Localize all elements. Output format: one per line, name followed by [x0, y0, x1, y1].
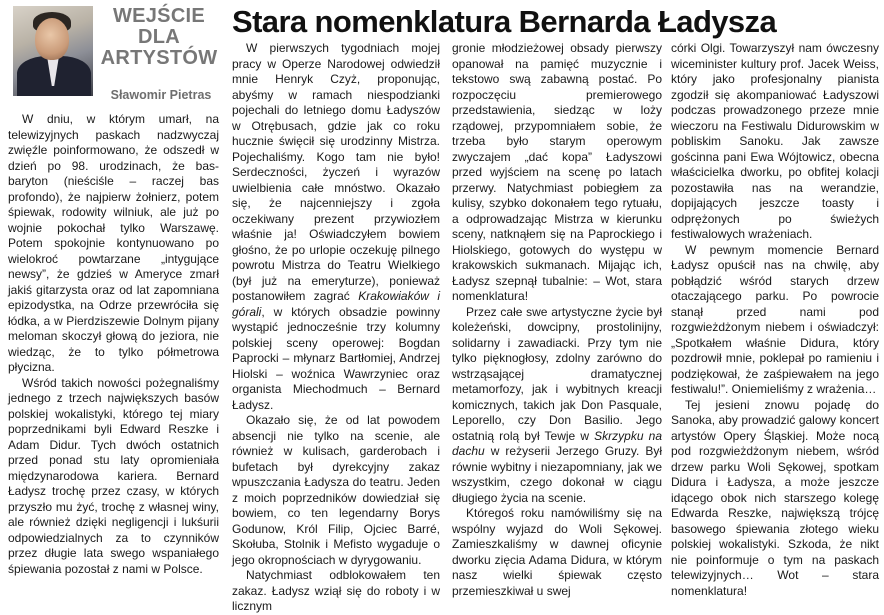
italic-title: Skrzypku na dachu [452, 428, 662, 458]
column-2 [232, 41, 440, 615]
section-line-2: DLA [137, 26, 180, 48]
author-name: Sławomir Pietras [110, 88, 212, 102]
text-run: , w których obsadzie powinny wystąpić jednocześnie trzy kolumny polskiej sceny operowej: Bogdan Paprocki – młynarz Bartłomiej, Andrzej Hiolski – woźnica Wawrzyniec oraz organista Miechodmuch – Bernard Ładysz. [232, 304, 440, 412]
paragraph: W dniu, w którym umarł, na telewizyjnych paskach nadzwyczaj zwięźle poinformowano, że odszedł w dzień po 98. urodzinach, że bas-baryton (nieściśle – raczej bas profondo), że najpierw żołnierz, potem śpiewak, rodowity wilniuk, ale już po wojnie pokochał tylko Warszawę. Potem spokojnie kontynuowano po wielokroć powtarzane „intygujące newsy”, że gdzieś w Ameryce zmarł jakiś gitarzysta oraz od lat zapomniana epizodystka, na Odrze przewróciła się łódka, a w Pierdziszewie Dolnym pijany meloman skoczył głową do jeziora, nie wiedząc, że to tylko półmetrowa płycizna. [8, 112, 219, 374]
column-1 [8, 112, 219, 577]
author-photo [13, 6, 93, 96]
text-run: w reżyserii Jerzego Gruzy. Był równie wybitny i niezapomniany, jak we wszystkim, czego dokonał w ciągu długiego życia na scenie. [452, 444, 662, 505]
paragraph: Wśród takich nowości pożegnaliśmy jednego z trzech największych basów polskiej wokalistyki, którego tej miary poprzednikami byli Edward Reszke i Adam Didur. Tych dwóch ostatnich przed ponad stu laty opromieniała międzynarodowa kariera. Bernard Ładysz trochę przez czasy, w których przyszło mu żyć, trochę z własnej winy, ale również dzięki negligencji i lukśurii odpowiedzialnych za to czynników przez długie lata swego wspaniałego śpiewania pozostał z nami w Polsce. [8, 375, 219, 576]
photo-face [35, 18, 69, 60]
column-3 [452, 41, 662, 599]
section-title [99, 6, 219, 69]
paragraph: W pewnym momencie Bernard Ładysz opuścił nas na chwilę, aby pobłądzić wśród starych drzew otaczającego parku. Po powrocie stanął przed nami pod rozgwieżdżonym niebem i oświadczył: „Spotkałem właśnie Didura, który pozdrowił mnie, poklepał po ramieniu i podziękował, że zaśpiewałem na jego festiwalu!”. Oniemieliśmy z wrażenia… [671, 242, 879, 396]
paragraph: Któregoś roku namówiliśmy się na wspólny wyjazd do Woli Sękowej. Zamieszkaliśmy w dawnej oficynie dworku zięcia Adama Didura, w którym nasz wielki śpiewak często przemieszkiwał u swej [452, 506, 662, 598]
column-4 [671, 41, 879, 599]
paragraph: Tej jesieni znowu pojadę do Sanoka, aby prowadzić galowy koncert artystów Opery Śląskiej. Może nocą pod rozgwieżdżonym niebem, wśród drzew parku Woli Sękowej, spotkam Didura i Ładysza, a może jeszcze idącego obok nich starszego kolegę Edwarda Reszke, największą trójcę basowego śpiewania złotego wieku polskiej wokalistyki. Szkoda, że nikt nie poinformuje o tym na paskach telewizyjnych… Wot – stara nomenklatura! [671, 397, 879, 598]
paragraph: Natychmiast odblokowałem ten zakaz. Ładysz wziął się do roboty i w licznym [232, 568, 440, 613]
paragraph: gronie młodzieżowej obsady pierwszy opanował na pamięć muzycznie i tekstowo swą zabawną postać. Po rozpoczęciu premierowego przedstawienia, siedząc w loży rządowej, przypomniałem sobie, że trzeba było starym operowym zwyczajem „dać kopa” Ładyszowi przed wyjściem na scenę po latach przerwy. Natychmiast pobiegłem za kulisy, szybko dokonałem tego rytuału, a odprowadzając Mistrza w kierunku sceny, natknąłem się na Paprockiego i Hiolskiego, gotowych do występu w krakowskich sukmanach. Mijając ich, Ładysz szepnął tubalnie: – Wot, stara nomenklatura! [452, 41, 662, 303]
paragraph [452, 305, 662, 507]
text-run: Przez całe swe artystyczne życie był koleżeński, dowcipny, prostolinijny, solidarny i zawadiacki. Przy tym nie tylko pięknogłosy, zdolny zarówno do wstrząsającej dramatycznej metamorfozy, jak i wybitnych kreacji komicznych, takich jak Don Pasquale, Leporello, czy Don Basilio. Jego ostatnią rolą był Tewje w [452, 304, 662, 443]
article-headline: Stara nomenklatura Bernarda Ładysza [232, 4, 777, 39]
paragraph: Okazało się, że od lat powodem absencji nie tylko na scenie, ale również w kulisach, garderobach i bufetach był dyrekcyjny zakaz wpuszczania Ładysza do teatru. Jeden z moich poprzedników dowiedział się bowiem, co ten legendarny Borys Godunow, Król Filip, Ojciec Barré, Skołuba, Stolnik i Mefisto wygaduje o jego okropnościach w dyrygowaniu. [232, 413, 440, 567]
paragraph [232, 41, 440, 413]
section-line-3: ARTYSTÓW [100, 47, 218, 69]
italic-title: Krakowiaków i górali [232, 289, 440, 319]
paragraph: córki Olgi. Towarzyszył nam ówczesny wiceminister kultury prof. Jacek Weiss, który jako profesjonalny pianista zgodził się akompaniować Ładyszowi podczas prowadzonego przeze mnie wieczoru na Festiwalu Didurowskim w pobliskim Sanoku. Jak zawsze gościnna pani Ewa Wójtowicz, obecna właścicielka dworku, po obfitej kolacji pozostawiła nas na werandzie, dopijających jeszcze toasty i odprężonych po świeżych festiwalowych wrażeniach. [671, 41, 879, 241]
section-line-1: WEJŚCIE [112, 5, 206, 27]
text-run: W pierwszych tygodniach mojej pracy w Operze Narodowej odwiedził mnie Henryk Czyż, proponując, abyśmy w ramach niespodzianki pojechali do letniego domu Ładyszów w Otrębusach, gdzie jak co roku hucznie święcił się urodzinny Mistrza. Pojechaliśmy. Kogo tam nie było! Serdeczności, życzeń i wyrazów uwielbienia całe mnóstwo. Okazało się, że najcenniejszy i zgoła oczekiwany prezent przywiozłem właśnie ja! Oświadczyłem bowiem głośno, że po urlopie oczekuję pilnego powrotu Mistrza do Teatru Wielkiego (był już na emeryturze), ponieważ postanowiłem zagrać [232, 41, 440, 303]
